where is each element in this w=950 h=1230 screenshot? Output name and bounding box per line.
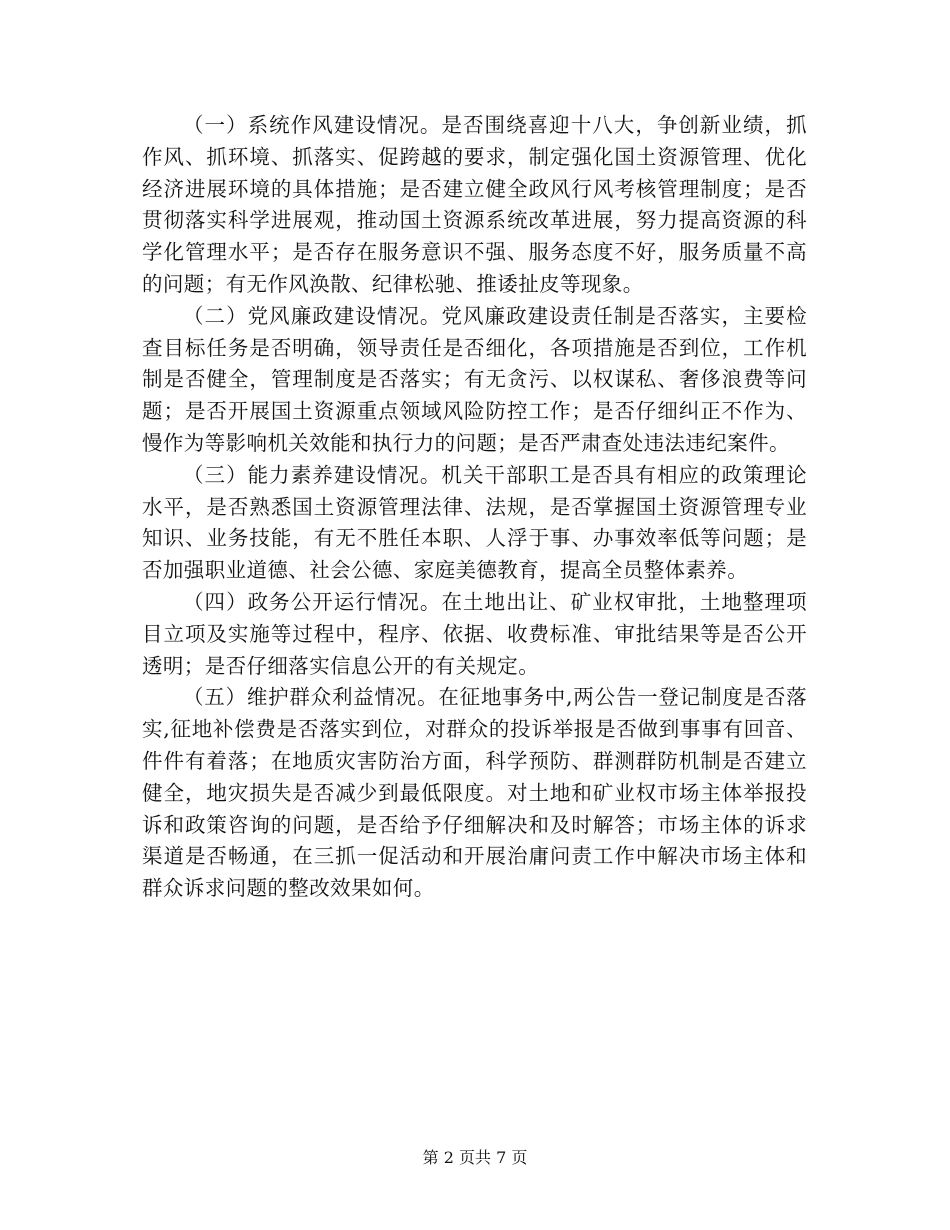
page-number-footer: 第 2 页共 7 页	[422, 1148, 528, 1167]
document-body	[142, 110, 807, 905]
paragraph-3: （三）能力素养建设情况。机关干部职工是否具有相应的政策理论水平，是否熟悉国土资源管理法律、法规，是否掌握国土资源管理专业知识、业务技能，有无不胜任本职、人浮于事、办事效率低等问题；是否加强职业道德、社会公德、家庭美德教育，提高全员整体素养。	[142, 462, 807, 583]
paragraph-1: （一）系统作风建设情况。是否围绕喜迎十八大，争创新业绩，抓作风、抓环境、抓落实、促跨越的要求，制定强化国土资源管理、优化经济进展环境的具体措施；是否建立健全政风行风考核管理制度；是否贯彻落实科学进展观，推动国土资源系统改革进展，努力提高资源的科学化管理水平；是否存在服务意识不强、服务态度不好，服务质量不高的问题；有无作风涣散、纪律松驰、推诿扯皮等现象。	[142, 113, 807, 296]
paragraph-2: （二）党风廉政建设情况。党风廉政建设责任制是否落实，主要检查目标任务是否明确，领导责任是否细化，各项措施是否到位，工作机制是否健全，管理制度是否落实；有无贪污、以权谋私、奢侈浪费等问题；是否开展国土资源重点领域风险防控工作；是否仔细纠正不作为、慢作为等影响机关效能和执行力的问题；是否严肃查处违法违纪案件。	[142, 303, 807, 455]
paragraph-4: （四）政务公开运行情况。在土地出让、矿业权审批，土地整理项目立项及实施等过程中，程序、依据、收费标准、审批结果等是否公开透明；是否仔细落实信息公开的有关规定。	[142, 589, 807, 678]
paragraph-5: （五）维护群众利益情况。在征地事务中,两公告一登记制度是否落实,征地补偿费是否落实到位，对群众的投诉举报是否做到事事有回音、件件有着落；在地质灾害防治方面，科学预防、群测群防机制是否建立健全，地灾损失是否减少到最低限度。对土地和矿业权市场主体举报投诉和政策咨询的问题，是否给予仔细解决和及时解答；市场主体的诉求渠道是否畅通，在三抓一促活动和开展治庸问责工作中解决市场主体和群众诉求问题的整改效果如何。	[142, 685, 807, 901]
